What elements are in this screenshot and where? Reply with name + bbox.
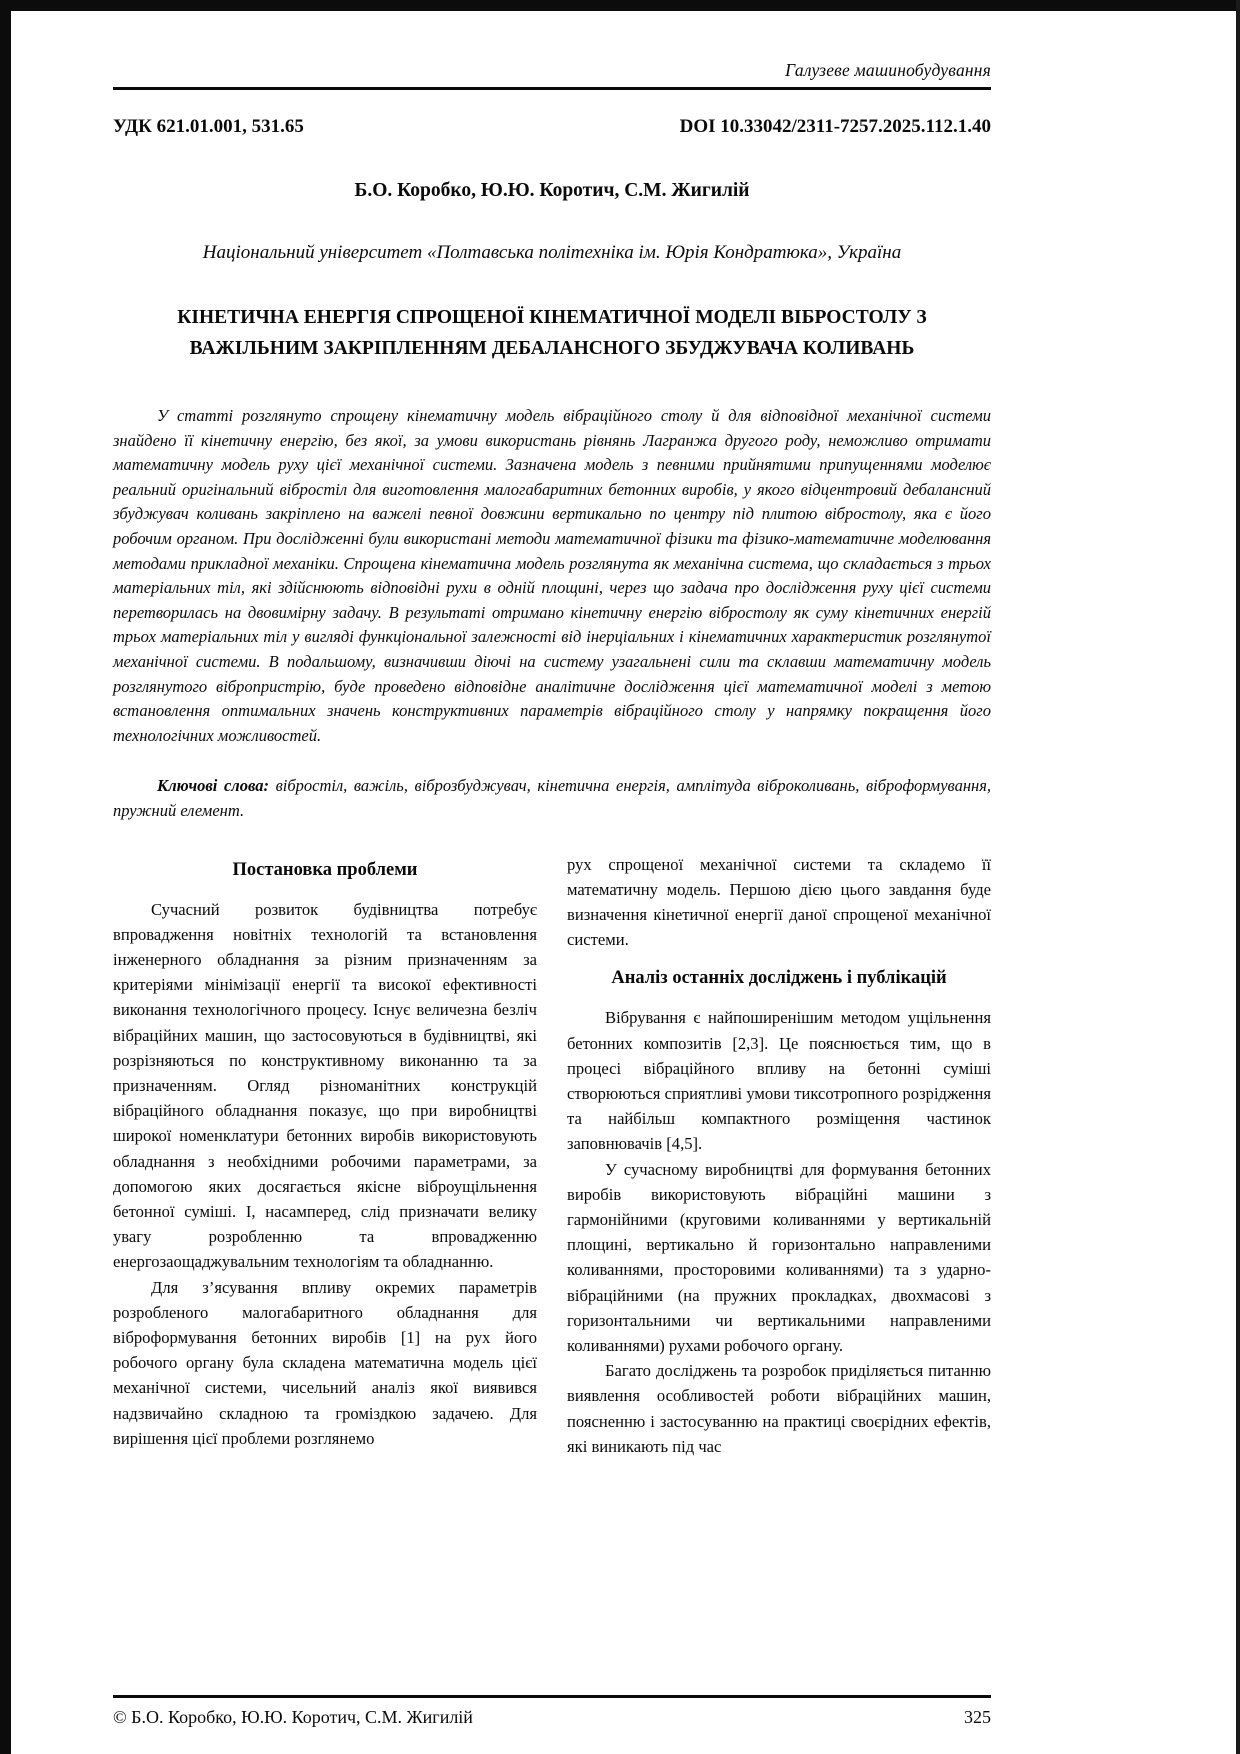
- keywords-text: вібростіл, важіль, віброзбуджувач, кінетична енергія, амплітуда віброколивань, віброформування, пружний елемент.: [113, 776, 991, 820]
- footer-copyright: © Б.О. Коробко, Ю.Ю. Коротич, С.М. Жигилій: [113, 1707, 473, 1727]
- abstract-text: У статті розглянуто спрощену кінематичну модель вібраційного столу й для відповідної механічної системи знайдено її кінетичну енергію, без якої, за умови використань рівнянь Лагранжа другого роду, неможливо отримати математичну модель руху цієї механічної системи. Зазначена модель з певними прийнятими припущеннями моделює реальний оригінальний вібростіл для виготовлення малогабаритних бетонних виробів, у якого відцентровий дебалансний збуджувач коливань закріплено на важелі певної довжини вертикально по центру під плитою вібростолу, яка є його робочим органом. При дослідженні були використані методи математичної фізики та фізико-математичне моделювання методами прикладної механіки. Спрощена кінематична модель розглянута як механічна система, що складається з трьох матеріальних тіл, які здійснюють відповідні рухи в одній площині, через що задача про дослідження руху цієї системи перетворилась на двовимірну задачу. В результаті отримано кінетичну енергію вібростолу як суму кінетичних енергій трьох матеріальних тіл у вигляді функціональної залежності від інерціальних і кінематичних характеристик розглянутої механічної системи. В подальшому, визначивши діючі на систему узагальнені сили та склавши математичну модель розглянутого вібропристрію, буде проведено відповідне аналітичне дослідження цієї математичної моделі з метою встановлення оптимальних значень конструктивних параметрів вібраційного столу у напрямку покращення його технологічних можливостей.: [113, 406, 991, 745]
- two-column-body: [113, 852, 991, 1459]
- article-page: [113, 0, 991, 1459]
- right-column-paragraph-2: У сучасному виробництві для формування бетонних виробів використовують вібраційні машини з гармонійними (круговими коливаннями у вертикальній площині, вертикально й горизонтально направленими коливаннями, просторовими коливаннями) та з ударно-вібраційними (на пружних прокладках, двохмасові з горизонтальними чи вертикальними направленими коливаннями) рухами робочого органу.: [567, 1159, 991, 1355]
- running-head: Галузеве машинобудування: [785, 60, 991, 80]
- section-heading-problem: Постановка проблеми: [232, 859, 418, 880]
- meta-row: [113, 116, 991, 138]
- right-column: [567, 852, 991, 1459]
- header-rule: [113, 87, 991, 90]
- footer-row: [113, 1707, 991, 1728]
- scan-edge-right: [1236, 0, 1240, 1754]
- authors-line: Б.О. Коробко, Ю.Ю. Коротич, С.М. Жигилій: [354, 180, 750, 201]
- right-column-continuation-paragraph: рух спрощеної механічної системи та складемо її математичну модель. Першою дією цього завдання буде визначення кінетичної енергії даної спрощеної механічної системи.: [567, 854, 991, 950]
- scan-edge-left: [0, 0, 11, 1754]
- right-column-paragraph-3: Багато досліджень та розробок приділяється питанню виявлення особливостей роботи вібраційних машин, поясненню і застосуванню на практиці своєрідних ефектів, які виникають під час: [567, 1361, 991, 1456]
- udc-code: УДК 621.01.001, 531.65: [113, 116, 304, 137]
- footer-page-number: 325: [964, 1707, 991, 1727]
- left-column: [113, 852, 537, 1459]
- keywords-label: Ключові слова:: [157, 776, 269, 796]
- scan-edge-top: [0, 0, 1240, 11]
- article-title: КІНЕТИЧНА ЕНЕРГІЯ СПРОЩЕНОЇ КІНЕМАТИЧНОЇ МОДЕЛІ ВІБРОСТОЛУ З ВАЖІЛЬНИМ ЗАКРІПЛЕННЯМ ДЕБАЛАНСНОГО ЗБУДЖУВАЧА КОЛИВАНЬ: [177, 307, 927, 359]
- footer-rule: [113, 1695, 991, 1698]
- doi-code: DOI 10.33042/2311-7257.2025.112.1.40: [679, 116, 991, 137]
- left-column-paragraph-2: Для з’ясування впливу окремих параметрів розробленого малогабаритного обладнання для віброформування бетонних виробів [1] на рух його робочого органу була складена математична модель цієї механічної системи, чисельний аналіз якої виявився надзвичайно складною та громіздкою задачею. Для вирішення цієї проблеми розглянемо: [113, 1277, 537, 1448]
- left-column-paragraph-1: Сучасний розвиток будівництва потребує впровадження новітніх технологій та встановлення інженерного обладнання за різним призначенням за критеріями мінімізації енергії та високої ефективності виконання технологічного процесу. Існує величезна безліч вібраційних машин, що застосовуються в будівництві, які розрізняються по конструктивному виконанню та за призначенням. Огляд різноманітних конструкцій вібраційного обладнання показує, що при виробництві широкої номенклатури бетонних виробів використовують обладнання з необхідними робочими параметрами, за допомогою яких досягається якісне віброущільнення бетонної суміші. І, насамперед, слід призначати велику увагу розробленню та впровадженню енергозаощаджувальним технологіям та обладнанню.: [113, 899, 537, 1272]
- affiliation-line: Національний університет «Полтавська політехніка ім. Юрія Кондратюка», Україна: [202, 242, 902, 263]
- page-footer: [113, 1695, 991, 1728]
- section-heading-analysis: Аналіз останніх досліджень і публікацій: [611, 968, 947, 989]
- keywords-line: [113, 774, 991, 823]
- right-column-paragraph-1: Вібрування є найпоширенішим методом ущільнення бетонних композитів [2,3]. Це пояснюється тим, що в процесі вібраційного впливу на бетонні суміші створюються сприятливі умови тиксотропного розрідження та найбільш компактного розміщення частинок заповнювачів [4,5].: [567, 1008, 991, 1154]
